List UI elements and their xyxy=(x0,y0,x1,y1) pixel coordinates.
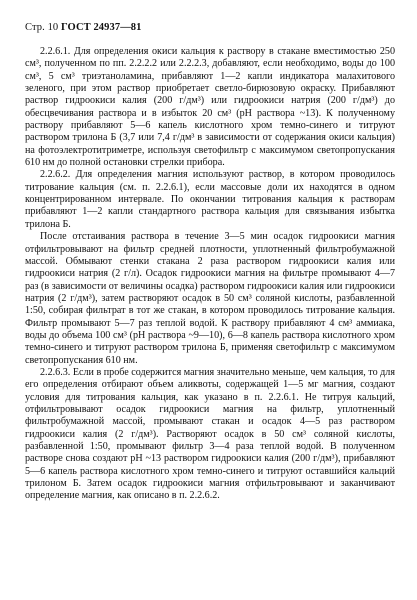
standard-code: ГОСТ 24937—81 xyxy=(61,22,142,33)
page-number: Стр. 10 xyxy=(25,22,59,33)
paragraph-2-2-6-1: 2.2.6.1. Для определения окиси кальция к раствору в стакане вместимостью 250 см³, полученном по пп. 2.2.2.2 или 2.2.2.3, добавляют, если необходимо, воды до 100 см³, 5 см³ триэтаноламина, прибавляют 1—2 капли индикатора малахитового зеленого, при этом раствор приобретает светло-бирюзовую окраску. Прибавляют раствор гидроокиси калия (200 г/дм³) или гидроокиси натрия (200 г/дм³) до обесцвечивания раствора и в избыток 20 см³ (pH раствора ~13). К полученному раствору прибавляют 5—6 капель кислотного хром темно-синего и титруют раствором трилона Б (3,7 или 7,4 г/дм³ в зависимости от содержания окиси кальция) на фотоэлектротитриметре, используя светофильтр с максимумом светопропускания 610 нм до полной остановки стрелки прибора. xyxy=(25,46,395,169)
page-header xyxy=(25,22,395,33)
paragraph-2-2-6-3: 2.2.6.3. Если в пробе содержится магния значительно меньше, чем кальция, то для его определения отбирают объем аликвоты, содержащей 1—5 мг магния, создают условия для титрования кальция, как указано в п. 2.2.6.1. Не титруя кальций, отфильтровывают осадок гидроокиси магния на фильтр, уплотненный фильтробумажной массой, промывают стакан и осадок 4—5 раз раствором гидроокиси калия (2 г/дм³). Растворяют осадок в 50 см³ соляной кислоты, разбавленной 1:50, промывают фильтр 3—4 раза теплой водой. В полученном растворе снова создают pH ~13 раствором гидроокиси калия (200 г/дм³), прибавляют 5—6 капель раствора кислотного хром темно-синего и титруют оставшийся кальций трилоном Б. Затем осадок гидроокиси магния отфильтровывают и заканчивают определение магния, как описано в п. 2.2.6.2. xyxy=(25,366,395,502)
paragraph-filtration: После отстаивания раствора в течение 3—5 мин осадок гидроокиси магния отфильтровывают на фильтр средней плотности, уплотненный фильтробумажной массой. Обмывают стенки стакана 2 раза раствором гидроокиси калия или гидроокиси натрия (2 г/л). Осадок гидроокиси магния на фильтре промывают 4—7 раз (в зависимости от величины осадка) раствором гидроокиси калия или гидроокиси натрия (2 г/дм³), затем растворяют осадок в 50 см³ соляной кислоты, разбавленной 1:50, собирая фильтрат в тот же стакан, в котором проводилось титрование кальция. Фильтр промывают 5—7 раз теплой водой. К раствору прибавляют 4 см³ аммиака, воды до объема 100 см³ (pH раствора ~9—10), 6—8 капель раствора кислотного хром темно-синего и титруют раствором трилона Б, применяя светофильтр с максимумом светопропускания 610 нм. xyxy=(25,231,395,366)
paragraph-2-2-6-2: 2.2.6.2. Для определения магния используют раствор, в котором проводилось титрование кальция (см. п. 2.2.6.1), если массовые доли их находятся в одном концентрированном интервале. По окончании титрования кальция к растворам прибавляют 1—2 капли стандартного раствора кальция для связывания избытка трилона Б. xyxy=(25,169,395,230)
body-text xyxy=(25,46,395,503)
